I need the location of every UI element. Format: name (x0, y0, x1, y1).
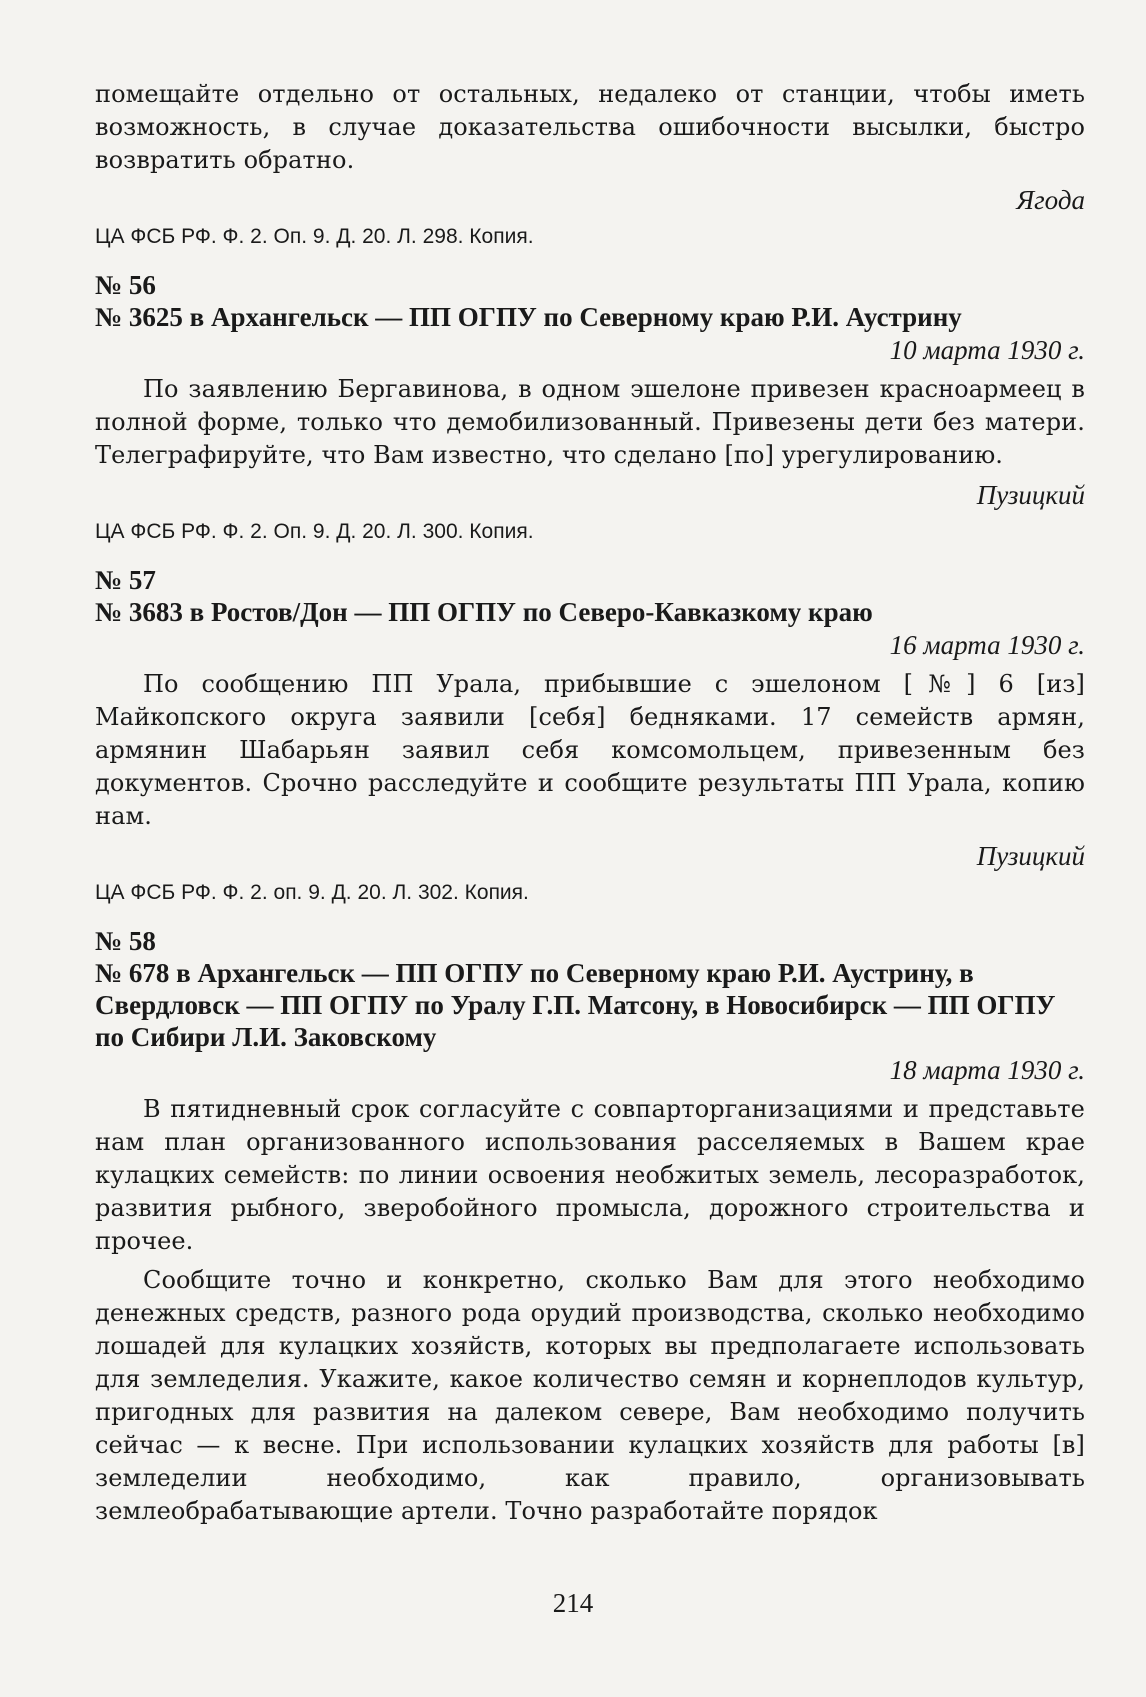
doc-58-date: 18 марта 1930 г. (889, 1055, 1085, 1085)
doc-56-text: По заявлению Бергавинова, в одном эшелоне привезен красноармеец в полной форме, только что демобилизованный. Привезены дети без матери. Телеграфируйте, что Вам известно, что сделано [по] урегулированию. (95, 375, 1085, 469)
document-page (95, 78, 1085, 1528)
page-number: 214 (552, 1588, 594, 1618)
doc-57-text: По сообщению ПП Урала, прибывшие с эшелоном [№] 6 [из] Майкопского округа заявили [себя] бедняками. 17 семейств армян, армянин Шабарьян заявил себя комсомольцем, привезенным без документов. Срочно расследуйте и сообщите результаты ПП Урала, копию нам. (95, 670, 1085, 830)
doc-56-number: № 56 (95, 270, 156, 300)
doc-56-signature: Пузицкий (976, 480, 1085, 510)
intro-paragraph: помещайте отдельно от остальных, недалеко от станции, чтобы иметь возможность, в случае доказательства ошибочности высылки, быстро возвратить обратно. (95, 80, 1085, 174)
doc-56-date: 10 марта 1930 г. (889, 335, 1085, 365)
intro-signature: Ягода (1016, 185, 1085, 215)
doc-57-signature: Пузицкий (976, 841, 1085, 871)
doc-58-number: № 58 (95, 926, 156, 956)
doc-57-source: ЦА ФСБ РФ. Ф. 2. оп. 9. Д. 20. Л. 302. Копия. (95, 881, 529, 904)
doc-58-heading: № 678 в Архангельск — ПП ОГПУ по Северному краю Р.И. Аустрину, в Свердловск — ПП ОГПУ по Уралу Г.П. Матсону, в Новосибирск — ПП ОГПУ по Сибири Л.И. Заковскому (95, 958, 1056, 1052)
doc-56-source: ЦА ФСБ РФ. Ф. 2. Оп. 9. Д. 20. Л. 300. Копия. (95, 520, 534, 543)
doc-57-date: 16 марта 1930 г. (889, 630, 1085, 660)
doc-58-paragraph-1: В пятидневный срок согласуйте с совпарторганизациями и представьте нам план организованного использования расселяемых в Вашем крае кулацких семейств: по линии освоения необжитых земель, лесоразработок, развития рыбного, зверобойного промысла, дорожного строительства и прочее. (95, 1095, 1085, 1255)
doc-58-paragraph-2: Сообщите точно и конкретно, сколько Вам для этого необходимо денежных средств, разного рода орудий производства, сколько необходимо лошадей для кулацких хозяйств, которых вы предполагаете использовать для земледелия. Укажите, какое количество семян и корнеплодов культур, пригодных для развития на далеком севере, Вам необходимо получить сейчас — к весне. При использовании кулацких хозяйств для работы [в] земледелии необходимо, как правило, организовывать землеобрабатывающие артели. Точно разработайте порядок (95, 1266, 1085, 1525)
doc-57-number: № 57 (95, 565, 156, 595)
doc-56-heading: № 3625 в Архангельск — ПП ОГПУ по Северному краю Р.И. Аустрину (95, 302, 962, 332)
intro-source: ЦА ФСБ РФ. Ф. 2. Оп. 9. Д. 20. Л. 298. Копия. (95, 225, 534, 248)
doc-57-heading: № 3683 в Ростов/Дон — ПП ОГПУ по Северо-Кавказкому краю (95, 597, 873, 627)
